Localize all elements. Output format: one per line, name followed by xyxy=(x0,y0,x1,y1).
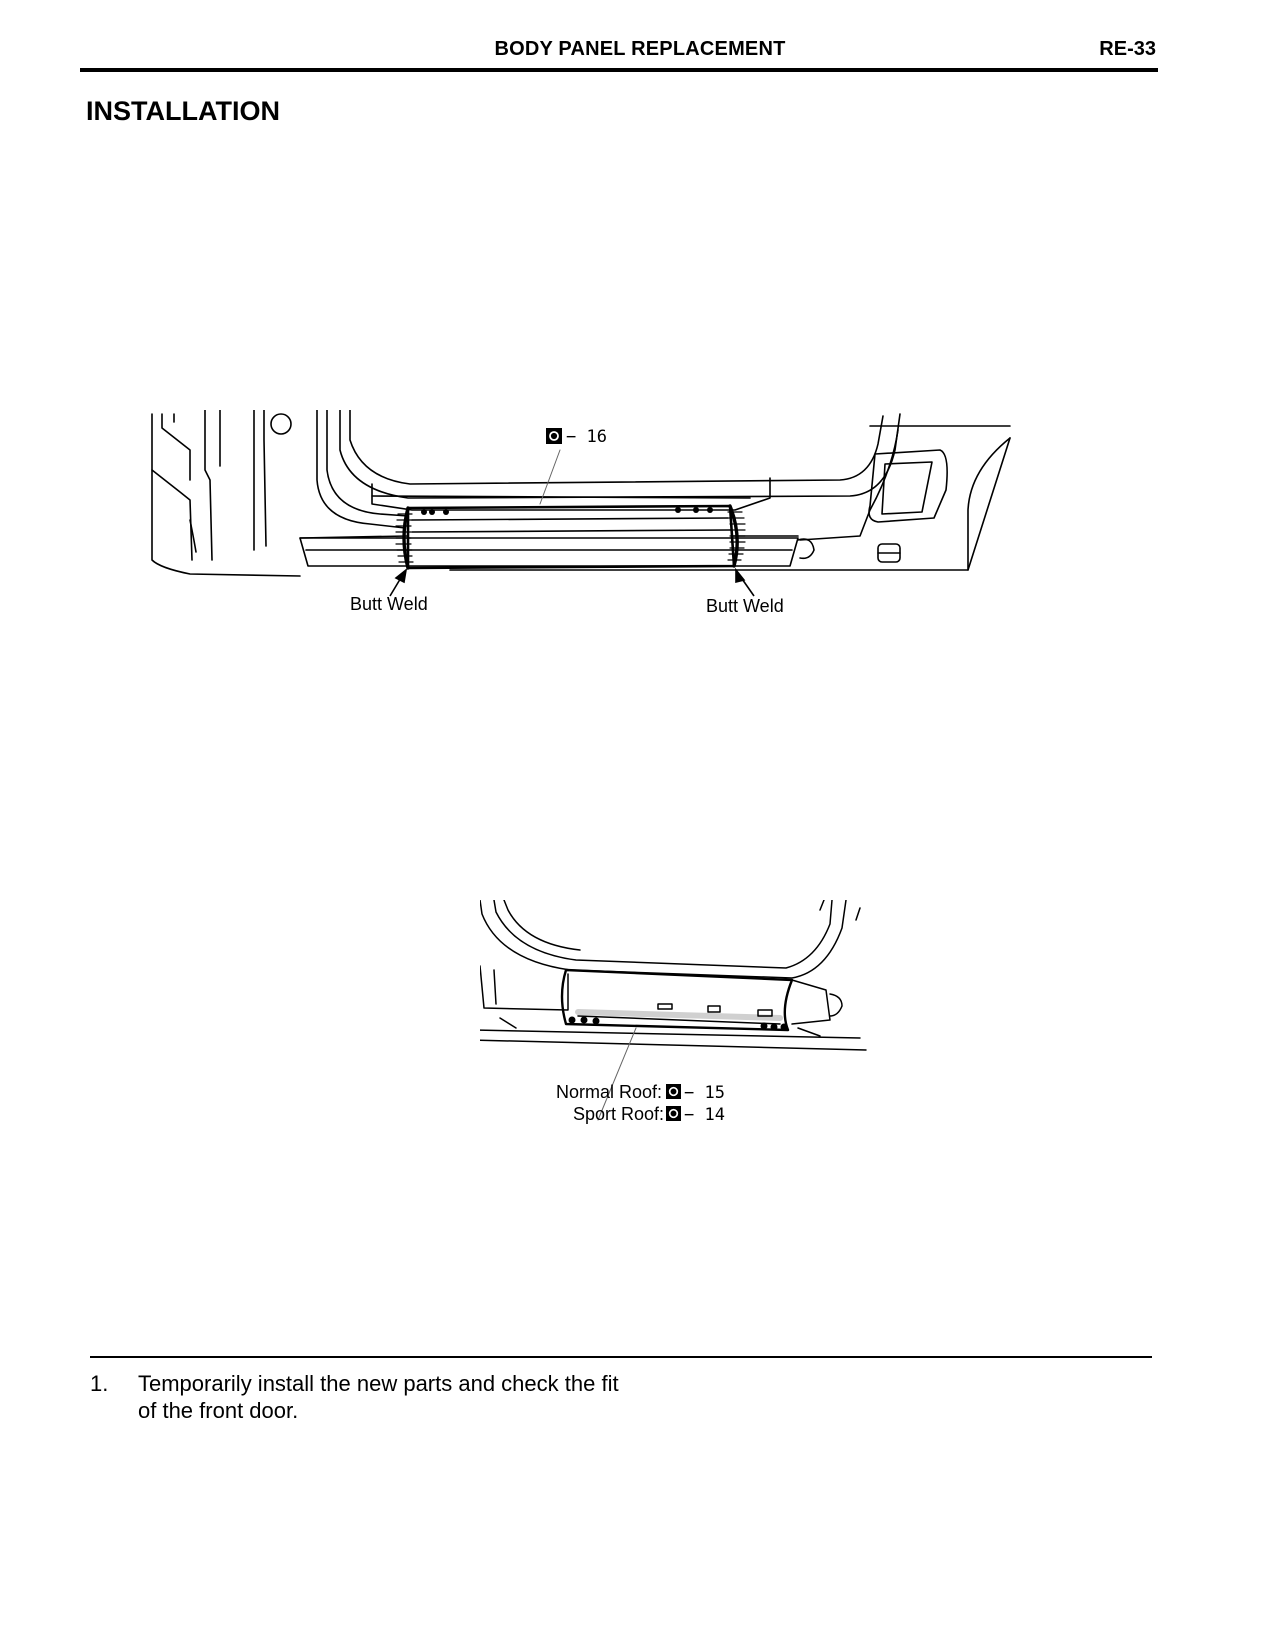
step-text: Temporarily install the new parts and check the fit of the front door. xyxy=(138,1371,619,1423)
inner-rocker-illustration xyxy=(480,900,940,1200)
sport-roof-code: − 14 xyxy=(684,1105,725,1125)
header-title: BODY PANEL REPLACEMENT xyxy=(494,38,786,60)
section-heading: INSTALLATION xyxy=(86,96,280,126)
normal-roof-code: − 15 xyxy=(684,1083,725,1103)
butt-weld-label-left: Butt Weld xyxy=(350,594,428,614)
rocker-panel-illustration xyxy=(150,410,1050,660)
section-rule xyxy=(90,1356,1152,1358)
normal-roof-label: Normal Roof: xyxy=(556,1082,663,1102)
step-number: 1. xyxy=(90,1371,109,1396)
header-rule xyxy=(80,68,1158,72)
page-number: RE-33 xyxy=(1099,38,1156,60)
callout-code: − 16 xyxy=(566,427,607,447)
sport-roof-label: Sport Roof: xyxy=(573,1104,665,1124)
butt-weld-label-right: Butt Weld xyxy=(706,596,784,616)
